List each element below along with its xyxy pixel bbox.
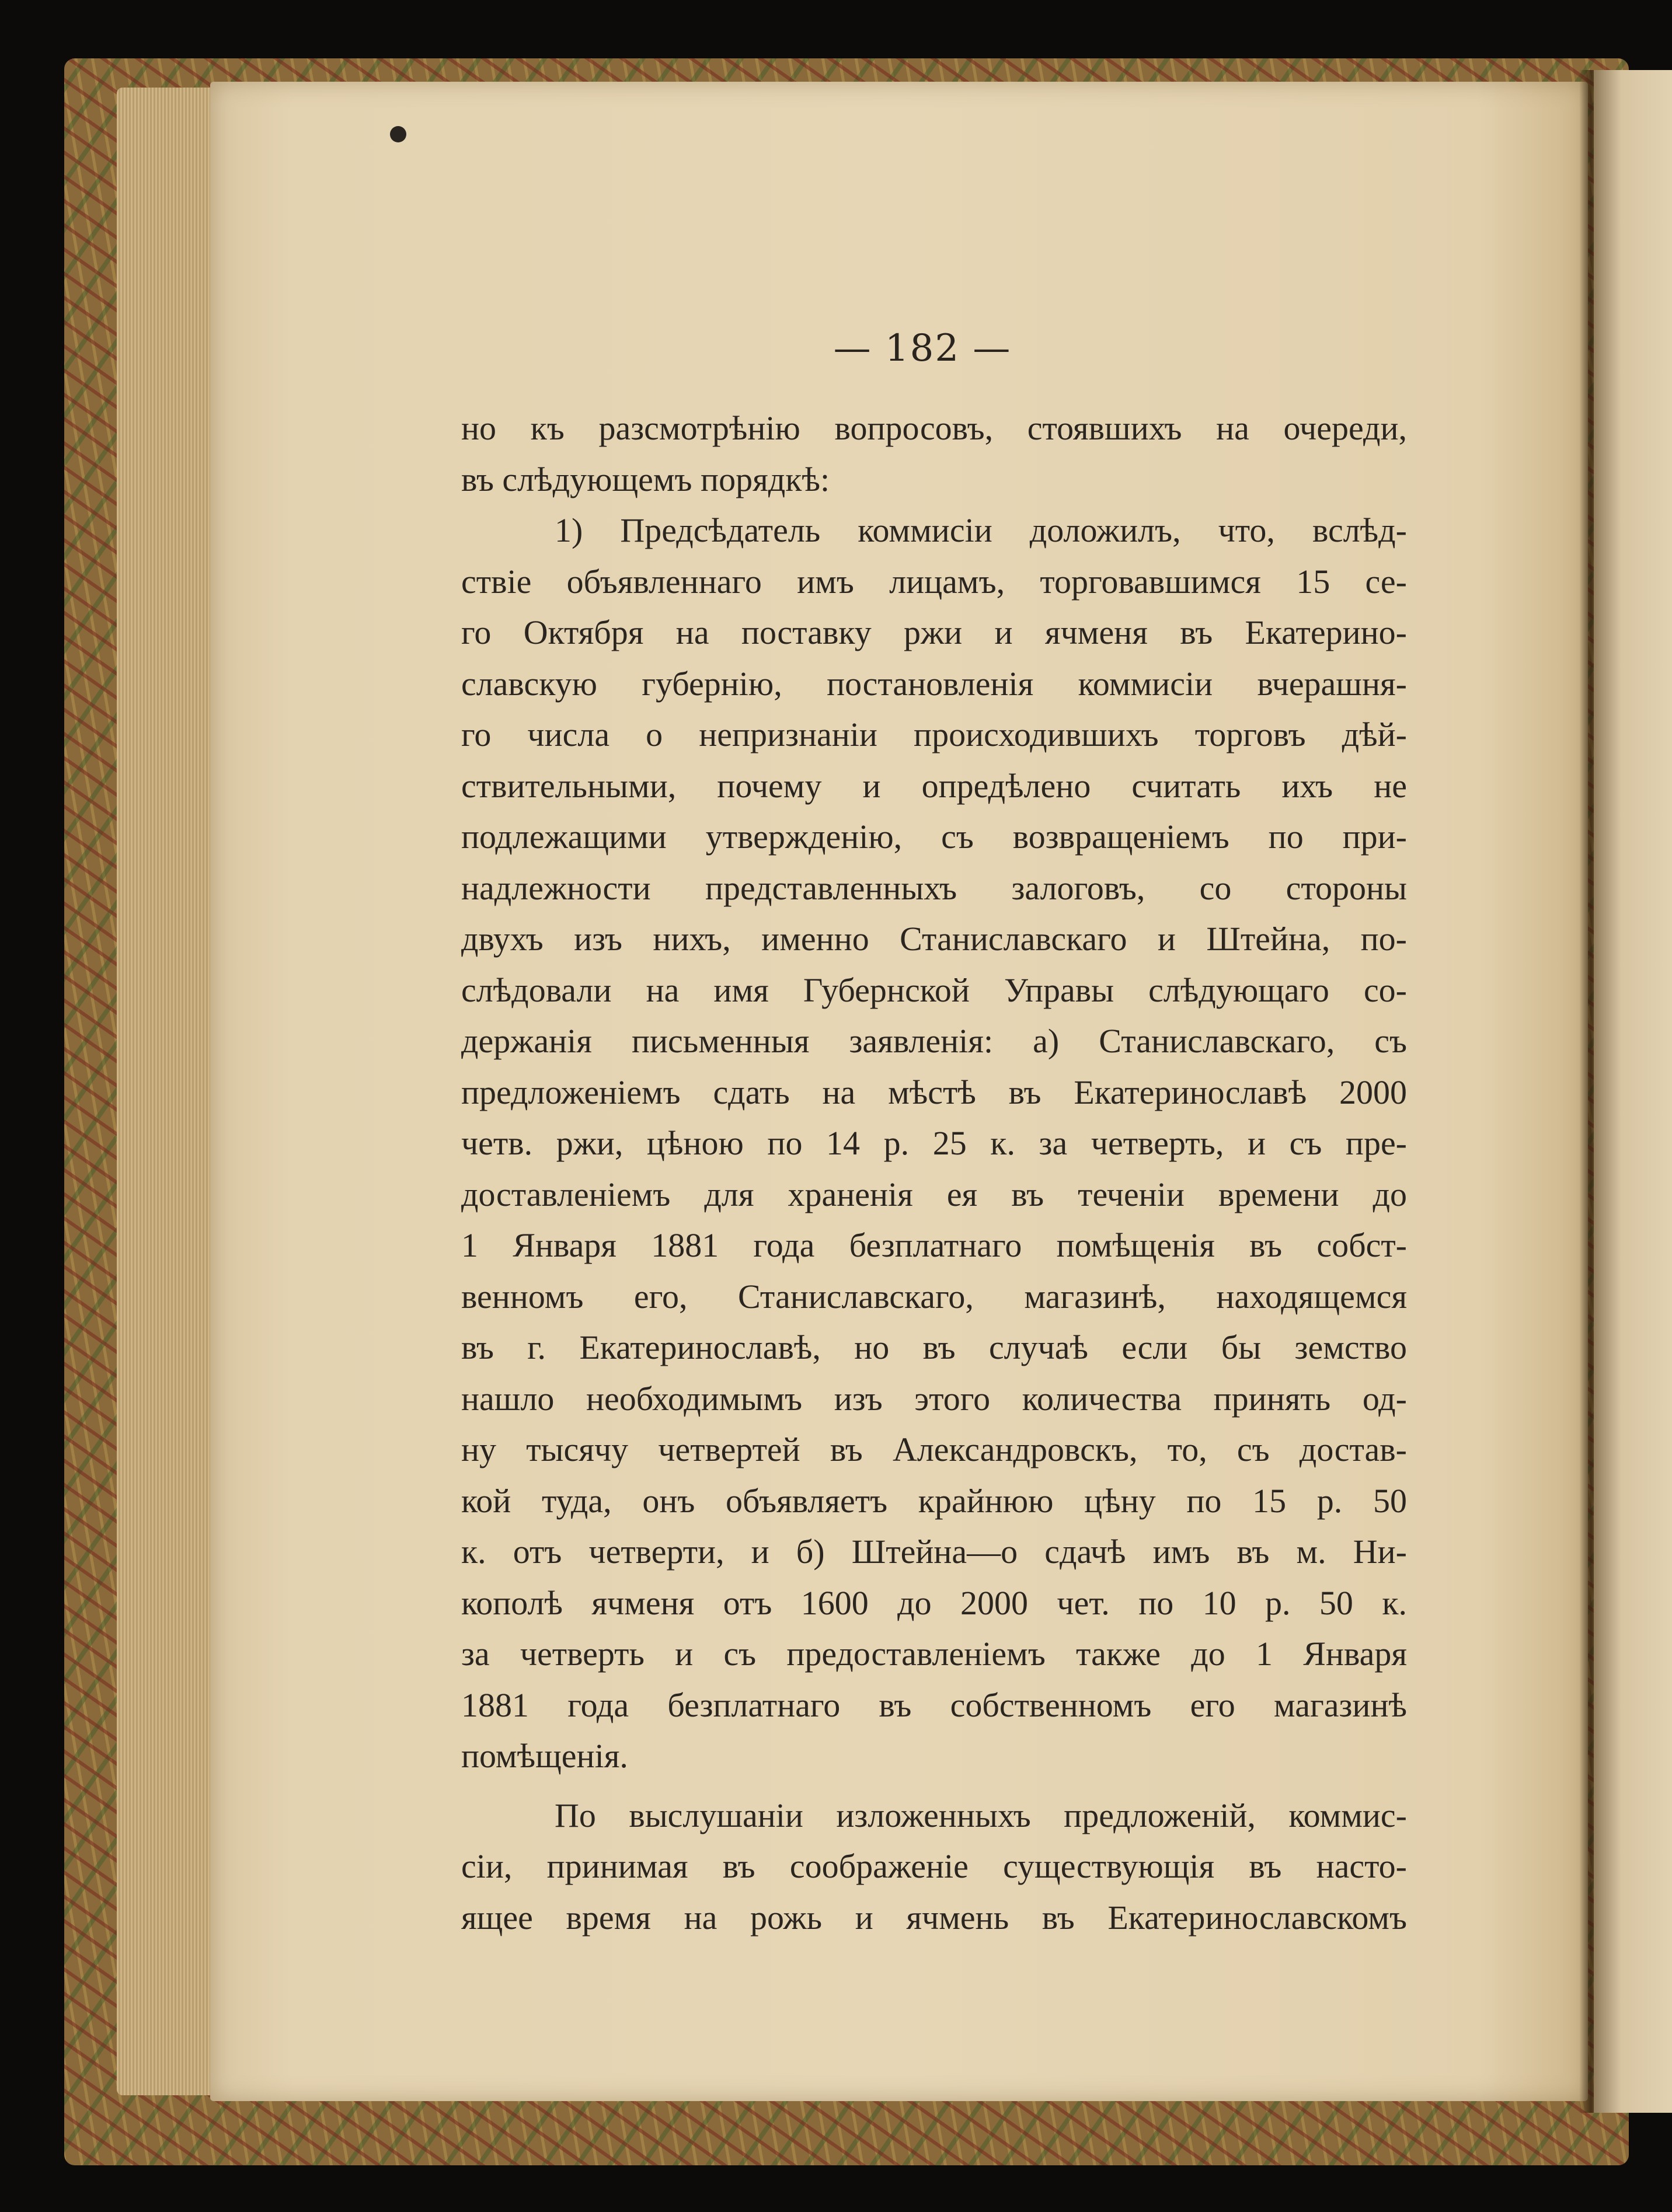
text-line: держанія письменныя заявленія: а) Станиславскаго, съ <box>461 1022 1407 1060</box>
facing-page-edge <box>1594 70 1672 2113</box>
page-body <box>461 403 1407 1943</box>
text-line: го Октября на поставку ржи и ячменя въ Екатерино- <box>461 613 1407 651</box>
text-line: двухъ изъ нихъ, именно Станиславскаго и Штейна, по- <box>461 920 1407 958</box>
text-line: за четверть и съ предоставленіемъ также до 1 Января <box>461 1635 1407 1673</box>
text-line: 1881 года безплатнаго въ собственномъ его магазинѣ <box>461 1686 1407 1724</box>
text-line: помѣщенія. <box>461 1737 628 1775</box>
text-line: 1) Предсѣдатель коммисіи доложилъ, что, вслѣд- <box>555 511 1407 549</box>
text-line: предложеніемъ сдать на мѣстѣ въ Екатеринославѣ 2000 <box>461 1073 1407 1111</box>
text-line: надлежности представленныхъ залоговъ, со стороны <box>461 868 1407 907</box>
text-line: ствіе объявленнаго имъ лицамъ, торговавшимся 15 се- <box>461 562 1407 601</box>
text-line: сіи, принимая въ соображеніе существующія въ насто- <box>461 1847 1407 1885</box>
text-line: подлежащими утвержденію, съ возвращеніемъ по при- <box>461 818 1407 856</box>
page-number: — 182 — <box>833 327 1012 370</box>
paragraph-gap <box>461 1782 1407 1790</box>
text-line: въ г. Екатеринославѣ, но въ случаѣ если бы земство <box>461 1328 1407 1366</box>
text-line: ящее время на рожь и ячмень въ Екатеринославскомъ <box>461 1898 1407 1937</box>
text-line: к. отъ четверти, и б) Штейна—о сдачѣ имъ въ м. Ни- <box>461 1533 1407 1571</box>
text-line: нашло необходимымъ изъ этого количества принять од- <box>461 1379 1407 1418</box>
ink-dot <box>390 126 406 142</box>
text-line: 1 Января 1881 года безплатнаго помѣщенія въ собст- <box>461 1226 1407 1264</box>
text-line: четв. ржи, цѣною по 14 р. 25 к. за четверть, и съ пре- <box>461 1124 1407 1162</box>
text-line: го числа о непризнаніи происходившихъ торговъ дѣй- <box>461 716 1407 753</box>
text-line: слѣдовали на имя Губернской Управы слѣдующаго со- <box>461 971 1407 1009</box>
text-line: кой туда, онъ объявляетъ крайнюю цѣну по 15 р. 50 <box>461 1481 1407 1520</box>
text-line: славскую губернію, постановленія коммисіи вчерашня- <box>461 664 1407 703</box>
text-line: ну тысячу четвертей въ Александровскъ, то, съ достав- <box>461 1431 1407 1468</box>
text-line: кополѣ ячменя отъ 1600 до 2000 чет. по 10 р. 50 к. <box>461 1583 1407 1622</box>
text-line: венномъ его, Станиславскаго, магазинѣ, находящемся <box>461 1277 1407 1316</box>
text-line: По выслушаніи изложенныхъ предложеній, коммис- <box>555 1796 1407 1834</box>
text-line: но къ разсмотрѣнію вопросовъ, стоявшихъ на очереди, <box>461 409 1407 447</box>
text-line: ствительными, почему и опредѣлено считать ихъ не <box>461 766 1407 805</box>
text-line: въ слѣдующемъ порядкѣ: <box>461 460 830 498</box>
text-line: доставленіемъ для храненія ея въ теченіи времени до <box>461 1175 1407 1213</box>
